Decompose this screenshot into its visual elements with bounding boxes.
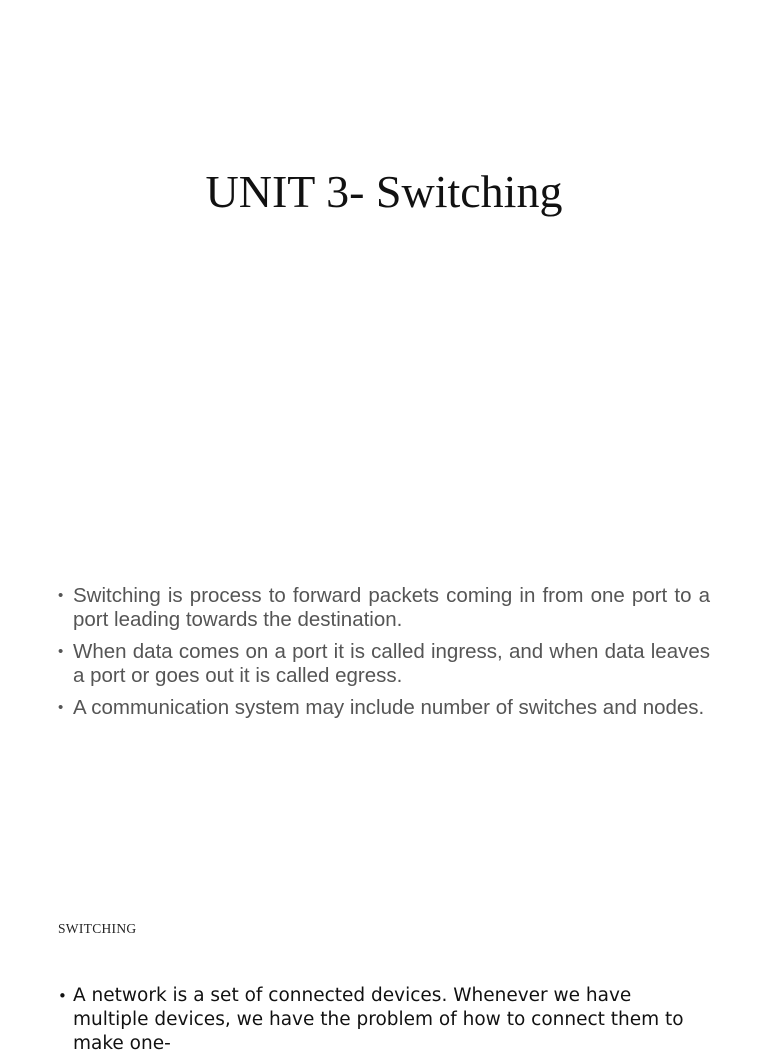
bullet-item bbox=[58, 984, 710, 1056]
slide-heading: SWITCHING bbox=[58, 921, 137, 936]
slide-switching-network bbox=[0, 880, 768, 1054]
bullet-icon: • bbox=[58, 987, 67, 1005]
bullet-text: When data comes on a port it is called ingress, and when data leaves a port or goes out it is called egress. bbox=[73, 640, 710, 687]
bullet-list bbox=[58, 984, 710, 1056]
bullet-text: Switching is process to forward packets coming in from one port to a port leading towards the destination. bbox=[73, 584, 710, 631]
bullet-icon: • bbox=[58, 643, 64, 660]
bullet-item bbox=[58, 640, 710, 688]
slide-switching-definition bbox=[0, 540, 768, 880]
bullet-icon: • bbox=[58, 699, 64, 716]
bullet-icon: • bbox=[58, 587, 64, 604]
bullet-list bbox=[58, 584, 710, 728]
bullet-item bbox=[58, 696, 710, 720]
bullet-item bbox=[58, 584, 710, 632]
bullet-text: A network is a set of connected devices. Whenever we have multiple devices, we have the problem of how to connect them to make one- bbox=[73, 985, 684, 1054]
bullet-text: A communication system may include number of switches and nodes. bbox=[73, 696, 705, 719]
slide-title-text: UNIT 3- Switching bbox=[205, 166, 563, 217]
